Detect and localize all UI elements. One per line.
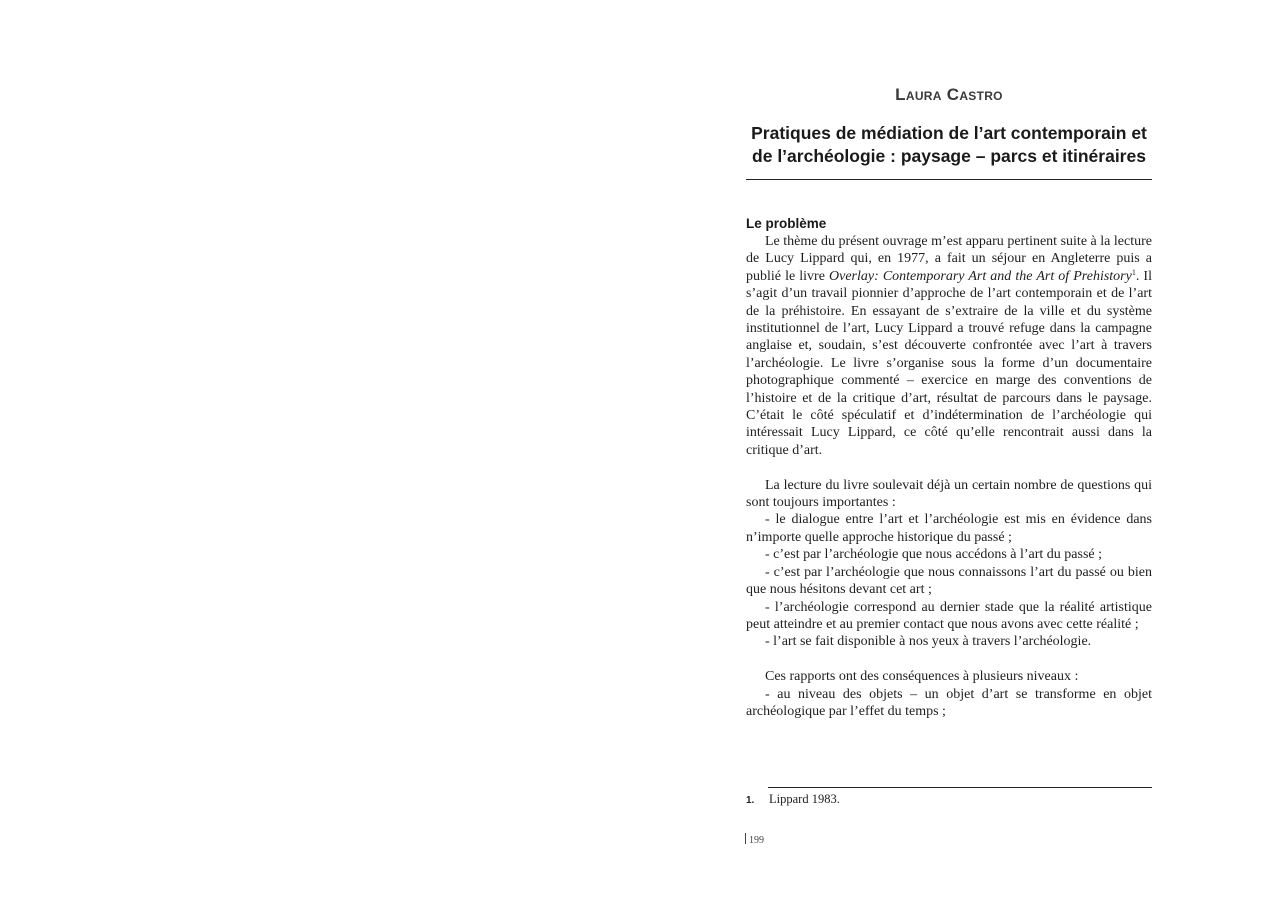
footnote-divider [768,787,1152,788]
section-heading: Le problème [746,216,827,231]
list-item: - c’est par l’archéologie que nous accédons à l’art du passé ; [765,547,1103,563]
paragraph-1-text-b: . Il s’agit d’un travail pionnier d’approche de l’art contemporain et de l’art de la préhistoire. En essayant de s’extraire de la ville et du système institutionnel de l’art, Lucy Lippard a trouvé refuge dans la campagne anglaise et, soudain, s’est découverte confrontée avec l’art à travers l’archéologie. Le livre s’organise sous la forme d’un documentaire photographique commenté – exercice en marge des conventions de l’histoire et de la critique d’art, résultat de parcours dans le paysage. C’était le côté spéculatif et d’indétermination de l’archéologie qui intéressait Lucy Lippard, ce côté qu’elle rencontrait aussi dans la critique d’art. [746,268,1152,458]
page-number-block [745,833,764,846]
list-item: - le dialogue entre l’art et l’archéologie est mis en évidence dans n’importe quelle approche historique du passé ; [746,512,1152,545]
book-title: Overlay: Contemporary Art and the Art of Prehistory [829,268,1132,284]
article-title [746,122,1152,168]
page-number: 199 [749,835,764,846]
list-item: - c’est par l’archéologie que nous connaissons l’art du passé ou bien que nous hésitons devant cet art ; [746,564,1152,598]
paragraph-3: Ces rapports ont des conséquences à plusieurs niveaux : [765,669,1079,685]
footnote [746,791,1152,809]
author-name: Laura Castro [895,85,1003,104]
title-divider [746,179,1152,180]
paragraph-2: La lecture du livre soulevait déjà un certain nombre de questions qui sont toujours importantes : [746,477,1152,511]
folio-bar [745,833,746,844]
list-item: - l’art se fait disponible à nos yeux à travers l’archéologie. [765,634,1092,650]
list-item: - l’archéologie correspond au dernier stade que la réalité artistique peut atteindre et au premier contact que nous avons avec cette réalité ; [746,599,1152,632]
paragraph-1-text-a: Le thème du présent ouvrage m’est apparu pertinent suite à la lecture de Lucy Lippard qui, en 1977, a fait un séjour en Angleterre puis a publié le livre [746,234,1152,284]
page-content [746,80,1152,720]
footnote-number: 1. [746,795,755,806]
title-line-1: Pratiques de médiation de l’art contemporain et [751,123,1147,143]
paragraph-gap [746,651,1152,668]
list-item: - au niveau des objets – un objet d’art se transforme en objet archéologique par l’effet du temps ; [746,686,1152,719]
paragraph-gap [746,459,1152,476]
footnote-text: Lippard 1983. [769,792,840,806]
footnote-reference[interactable]: 1 [1131,267,1136,277]
paragraph-1 [746,233,1152,459]
footnotes [746,787,1152,809]
title-line-2: de l’archéologie : paysage – parcs et itinéraires [752,146,1146,166]
